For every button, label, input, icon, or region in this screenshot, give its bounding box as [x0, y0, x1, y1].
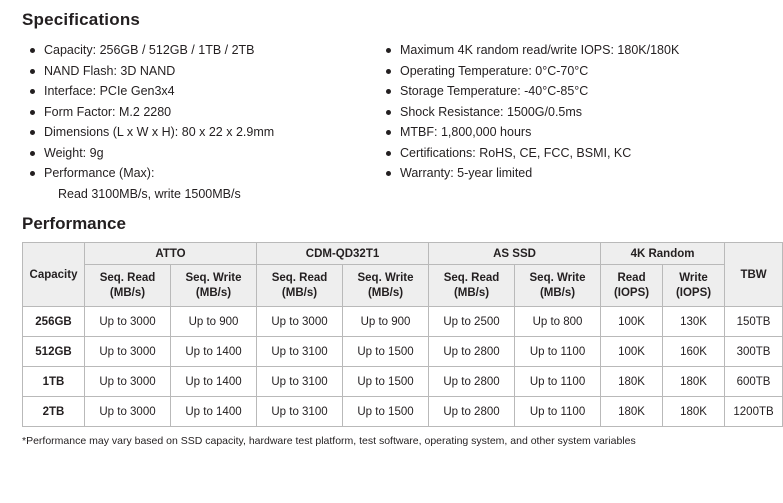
cell-value: 600TB: [725, 367, 783, 397]
cell-value: Up to 2800: [429, 337, 515, 367]
sub-header-name: Seq. Write: [357, 271, 414, 284]
cell-value: Up to 1100: [515, 367, 601, 397]
sub-header-name: Seq. Write: [185, 271, 242, 284]
table-group-header-row: [23, 243, 783, 265]
list-item: Storage Temperature: -40°C-85°C: [384, 81, 744, 102]
cell-value: Up to 3100: [257, 337, 343, 367]
cell-value: Up to 3000: [85, 367, 171, 397]
list-item: MTBF: 1,800,000 hours: [384, 122, 744, 143]
column-header-capacity: Capacity: [23, 243, 85, 307]
sub-header-name: Read: [617, 271, 646, 284]
sub-header-unit: (IOPS): [613, 286, 650, 299]
column-header-4k-random: 4K Random: [601, 243, 725, 265]
cell-value: Up to 900: [343, 307, 429, 337]
cell-value: 300TB: [725, 337, 783, 367]
cell-capacity: 512GB: [23, 337, 85, 367]
sub-header-unit: (MB/s): [367, 286, 404, 299]
sub-header-4k-write: [663, 265, 725, 307]
list-item: Dimensions (L x W x H): 80 x 22 x 2.9mm: [28, 122, 376, 143]
cell-value: 150TB: [725, 307, 783, 337]
cell-capacity: 256GB: [23, 307, 85, 337]
list-item: Shock Resistance: 1500G/0.5ms: [384, 102, 744, 123]
spec-list-left: [28, 40, 376, 204]
specifications-title: Specifications: [22, 10, 141, 29]
cell-value: Up to 1500: [343, 337, 429, 367]
specifications-left-column: [14, 40, 376, 204]
cell-value: Up to 1400: [171, 367, 257, 397]
table-sub-header-row: [23, 265, 783, 307]
cell-value: Up to 1400: [171, 397, 257, 427]
cell-value: Up to 1500: [343, 397, 429, 427]
cell-value: Up to 2800: [429, 397, 515, 427]
list-item: Operating Temperature: 0°C-70°C: [384, 61, 744, 82]
sub-header-name: Seq. Read: [443, 271, 500, 284]
performance-table: [22, 242, 783, 427]
list-item: Capacity: 256GB / 512GB / 1TB / 2TB: [28, 40, 376, 61]
cell-value: Up to 1400: [171, 337, 257, 367]
sub-header-unit: (MB/s): [453, 286, 490, 299]
cell-value: Up to 3000: [85, 337, 171, 367]
cell-value: 180K: [663, 367, 725, 397]
table-row: [23, 367, 783, 397]
performance-title: Performance: [22, 214, 126, 233]
cell-value: 100K: [601, 307, 663, 337]
sub-header-unit: (MB/s): [281, 286, 318, 299]
cell-value: Up to 3100: [257, 367, 343, 397]
cell-value: Up to 800: [515, 307, 601, 337]
list-item: NAND Flash: 3D NAND: [28, 61, 376, 82]
specifications-lists: [14, 40, 720, 204]
cell-value: Up to 900: [171, 307, 257, 337]
column-header-cdm: CDM-QD32T1: [257, 243, 429, 265]
spec-list-right: [384, 40, 744, 184]
cell-value: Up to 1100: [515, 397, 601, 427]
cell-value: Up to 1500: [343, 367, 429, 397]
sub-header-unit: (IOPS): [675, 286, 712, 299]
sub-header-unit: (MB/s): [109, 286, 146, 299]
table-row: [23, 307, 783, 337]
list-item: Maximum 4K random read/write IOPS: 180K/180K: [384, 40, 744, 61]
list-item: Form Factor: M.2 2280: [28, 102, 376, 123]
cell-value: 180K: [601, 367, 663, 397]
list-item: Performance (Max):: [28, 163, 376, 184]
cell-capacity: 2TB: [23, 397, 85, 427]
cell-value: Up to 3000: [257, 307, 343, 337]
table-row: [23, 397, 783, 427]
column-header-tbw: TBW: [725, 243, 783, 307]
sub-header-name: Seq. Write: [529, 271, 586, 284]
cell-value: Up to 3000: [85, 307, 171, 337]
sub-header-4k-read: [601, 265, 663, 307]
cell-value: Up to 3100: [257, 397, 343, 427]
table-row: [23, 337, 783, 367]
sub-header-atto-read: [85, 265, 171, 307]
cell-value: 180K: [663, 397, 725, 427]
cell-value: Up to 1100: [515, 337, 601, 367]
list-item: Warranty: 5-year limited: [384, 163, 744, 184]
footnote: *Performance may vary based on SSD capacity, hardware test platform, test software, operating system, and other system variables: [22, 435, 636, 447]
sub-header-name: Seq. Read: [99, 271, 156, 284]
table-body: [23, 307, 783, 427]
list-item: Certifications: RoHS, CE, FCC, BSMI, KC: [384, 143, 744, 164]
cell-value: 130K: [663, 307, 725, 337]
sub-header-cdm-read: [257, 265, 343, 307]
sub-header-cdm-write: [343, 265, 429, 307]
cell-value: Up to 2500: [429, 307, 515, 337]
sub-header-as-ssd-write: [515, 265, 601, 307]
sub-header-as-ssd-read: [429, 265, 515, 307]
column-header-as-ssd: AS SSD: [429, 243, 601, 265]
sub-header-name: Seq. Read: [271, 271, 328, 284]
cell-capacity: 1TB: [23, 367, 85, 397]
column-header-atto: ATTO: [85, 243, 257, 265]
specifications-right-column: [376, 40, 744, 204]
sub-header-name: Write: [679, 271, 708, 284]
sub-header-unit: (MB/s): [195, 286, 232, 299]
sub-header-unit: (MB/s): [539, 286, 576, 299]
cell-value: 100K: [601, 337, 663, 367]
cell-value: Up to 2800: [429, 367, 515, 397]
cell-value: 1200TB: [725, 397, 783, 427]
cell-value: 160K: [663, 337, 725, 367]
cell-value: 180K: [601, 397, 663, 427]
sub-header-atto-write: [171, 265, 257, 307]
list-item-sub: Read 3100MB/s, write 1500MB/s: [58, 186, 241, 201]
list-item: Weight: 9g: [28, 143, 376, 164]
list-item: Interface: PCIe Gen3x4: [28, 81, 376, 102]
cell-value: Up to 3000: [85, 397, 171, 427]
